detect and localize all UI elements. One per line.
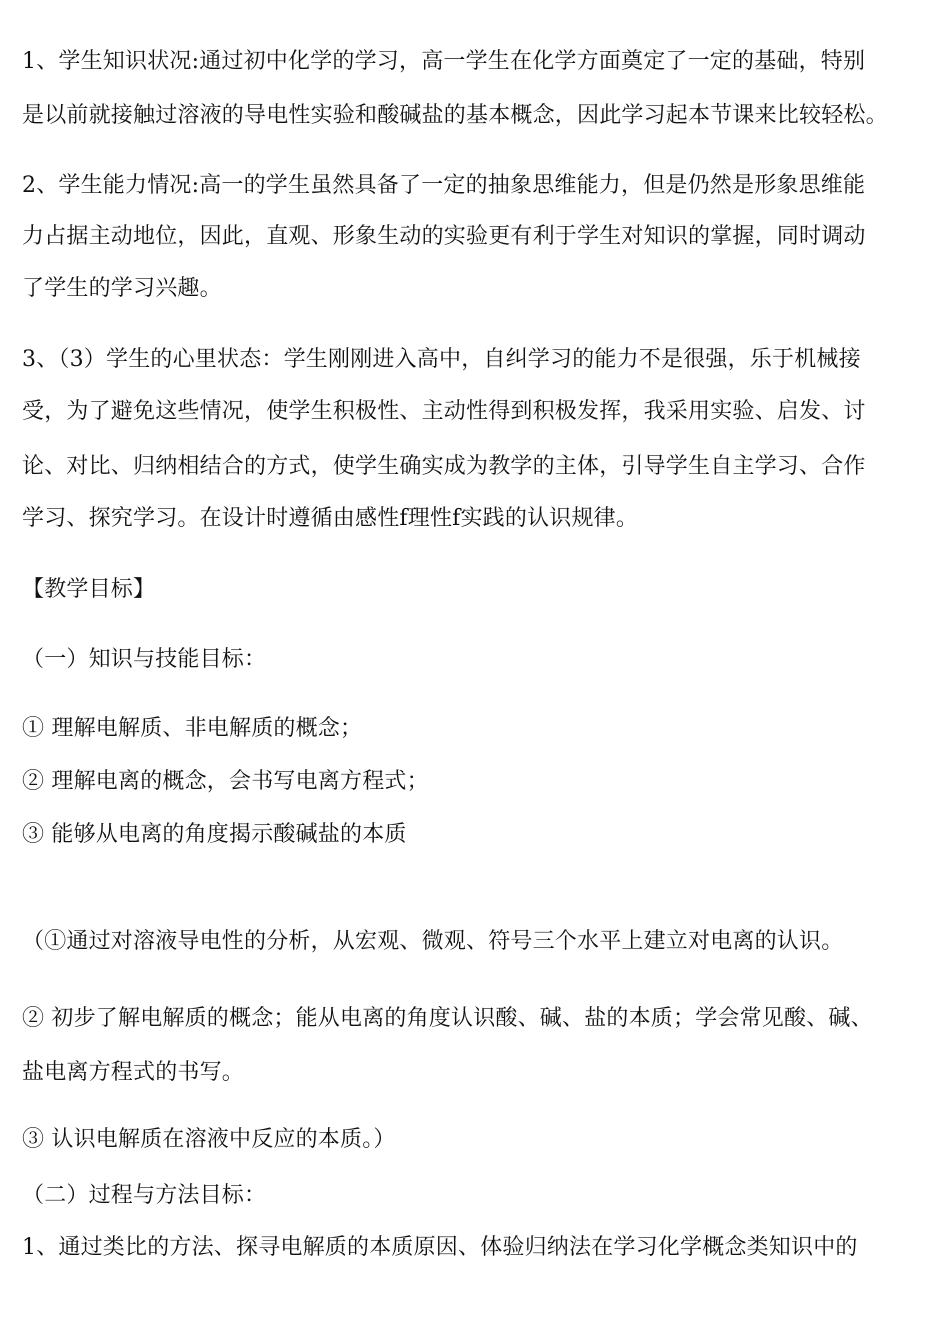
note-2-line-2: 盐电离方程式的书写。 — [22, 1060, 245, 1085]
objective-item-1: ① 理解电解质、非电解质的概念； — [22, 716, 363, 741]
paragraph-3-line-1: 3、（3）学生的心里状态：学生刚刚进入高中，自纠学习的能力不是很强，乐于机械接 — [22, 347, 861, 372]
note-2-line-1: ② 初步了解电解质的概念；能从电离的角度认识酸、碱、盐的本质；学会常见酸、碱、 — [22, 1006, 873, 1031]
paragraph-1-line-2: 是以前就接触过溶液的导电性实验和酸碱盐的基本概念，因此学习起本节课来比较轻松。 — [22, 103, 888, 128]
paragraph-2-line-1: 2、学生能力情况:高一的学生虽然具备了一定的抽象思维能力，但是仍然是形象思维能 — [22, 173, 866, 198]
objective-item-3: ③ 能够从电离的角度揭示酸碱盐的本质 — [22, 822, 407, 847]
paragraph-2-line-2: 力占据主动地位，因此，直观、形象生动的实验更有利于学生对知识的掌握，同时调动 — [22, 224, 866, 249]
paragraph-3-line-2: 受，为了避免这些情况，使学生积极性、主动性得到积极发挥，我采用实验、启发、讨 — [22, 399, 866, 424]
final-line: 1、通过类比的方法、探寻电解质的本质原因、体验归纳法在学习化学概念类知识中的 — [22, 1235, 858, 1260]
objective-item-2: ② 理解电离的概念，会书写电离方程式； — [22, 769, 429, 794]
sub-heading-process: （二）过程与方法目标： — [22, 1183, 267, 1208]
paragraph-1-line-1: 1、学生知识状况:通过初中化学的学习，高一学生在化学方面奠定了一定的基础，特别 — [22, 49, 866, 74]
section-heading: 【教学目标】 — [22, 577, 156, 602]
paragraph-2-line-3: 了学生的学习兴趣。 — [22, 276, 222, 301]
note-1-line-1: （①通过对溶液导电性的分析，从宏观、微观、符号三个水平上建立对电离的认识。 — [22, 929, 844, 954]
paragraph-3-line-4: 学习、探究学习。在设计时遵循由感性f理性f实践的认识规律。 — [22, 506, 639, 531]
paragraph-3-line-3: 论、对比、归纳相结合的方式，使学生确实成为教学的主体，引导学生自主学习、合作 — [22, 454, 866, 479]
sub-heading-knowledge: （一）知识与技能目标： — [22, 647, 267, 672]
note-3-line-1: ③ 认识电解质在溶液中反应的本质。） — [22, 1127, 396, 1152]
